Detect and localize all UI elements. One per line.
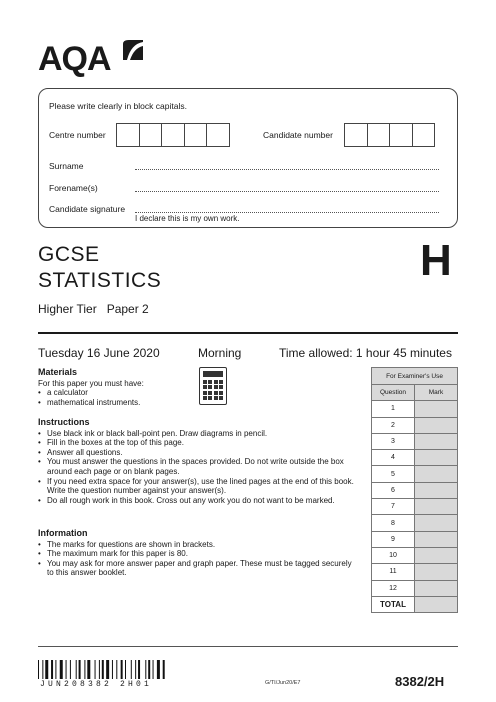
candidate-number-label: Candidate number	[263, 130, 333, 140]
exam-date: Tuesday 16 June 2020	[38, 346, 160, 360]
block-capitals-instruction: Please write clearly in block capitals.	[49, 101, 187, 111]
list-item: • If you need extra space for your answer(s), use the lined pages at the end of this book. Write the question number against your answer(s).	[38, 477, 358, 496]
logo-leaf-icon	[121, 38, 145, 62]
mark-column-header: Mark	[415, 385, 458, 401]
subject-title: STATISTICS	[38, 269, 162, 292]
tier-letter: H	[420, 236, 452, 285]
centre-number-field[interactable]	[117, 123, 230, 147]
question-number: 8	[372, 515, 415, 531]
question-number: 5	[372, 466, 415, 482]
calculator-icon	[199, 367, 227, 405]
paper-code: 8382/2H	[395, 674, 445, 689]
aqa-logo	[38, 38, 148, 78]
question-number: 2	[372, 417, 415, 433]
total-label: TOTAL	[372, 596, 415, 612]
instructions-section	[38, 418, 358, 505]
forenames-field[interactable]	[135, 191, 439, 192]
footer-divider	[38, 646, 458, 647]
mark-cell[interactable]	[415, 433, 458, 449]
question-number: 6	[372, 482, 415, 498]
question-number: 11	[372, 564, 415, 580]
list-item: • mathematical instruments.	[38, 398, 358, 408]
mark-cell[interactable]	[415, 547, 458, 563]
list-item: • Answer all questions.	[38, 448, 358, 458]
question-number: 7	[372, 499, 415, 515]
centre-number-label: Centre number	[49, 130, 106, 140]
candidate-details-box	[38, 88, 458, 228]
mark-cell[interactable]	[415, 401, 458, 417]
title-divider	[38, 332, 458, 334]
examiner-table-title: For Examiner's Use	[372, 368, 458, 385]
mark-cell[interactable]	[415, 466, 458, 482]
mark-cell[interactable]	[415, 580, 458, 596]
logo-text: AQA	[38, 40, 111, 78]
candidate-number-field[interactable]	[345, 123, 435, 147]
time-allowed: Time allowed: 1 hour 45 minutes	[279, 346, 452, 360]
question-number: 9	[372, 531, 415, 547]
document-reference: G/TI/Jun20/E7	[265, 680, 301, 686]
list-item: • Fill in the boxes at the top of this page.	[38, 438, 358, 448]
forenames-label: Forename(s)	[49, 183, 98, 193]
question-number: 1	[372, 401, 415, 417]
declaration-text: I declare this is my own work.	[135, 214, 240, 223]
mark-cell[interactable]	[415, 515, 458, 531]
mark-cell[interactable]	[415, 482, 458, 498]
signature-label: Candidate signature	[49, 204, 126, 214]
signature-field[interactable]	[135, 212, 439, 213]
tier-paper-label: Higher Tier Paper 2	[38, 302, 149, 316]
instructions-heading: Instructions	[38, 417, 90, 427]
list-item: • You must answer the questions in the spaces provided. Do not write outside the box around each page or on blank pages.	[38, 457, 358, 476]
mark-cell[interactable]	[415, 564, 458, 580]
mark-cell[interactable]	[415, 531, 458, 547]
qualification-title: GCSE	[38, 243, 100, 266]
question-number: 12	[372, 580, 415, 596]
total-mark-cell[interactable]	[415, 596, 458, 612]
exam-session: Morning	[198, 346, 242, 360]
list-item: • Do all rough work in this book. Cross out any work you do not want to be marked.	[38, 496, 358, 506]
list-item: • You may ask for more answer paper and graph paper. These must be tagged securely to this answer booklet.	[38, 559, 358, 578]
list-item: • Use black ink or black ball-point pen. Draw diagrams in pencil.	[38, 429, 358, 439]
information-heading: Information	[38, 528, 88, 538]
mark-cell[interactable]	[415, 499, 458, 515]
list-item: • The marks for questions are shown in brackets.	[38, 540, 358, 550]
barcode	[38, 660, 198, 679]
list-item: • The maximum mark for this paper is 80.	[38, 549, 358, 559]
question-number: 10	[372, 547, 415, 563]
surname-label: Surname	[49, 161, 84, 171]
list-item: • a calculator	[38, 388, 358, 398]
examiner-use-table	[371, 367, 458, 613]
question-number: 4	[372, 450, 415, 466]
mark-cell[interactable]	[415, 450, 458, 466]
question-number: 3	[372, 433, 415, 449]
question-column-header: Question	[372, 385, 415, 401]
surname-field[interactable]	[135, 169, 439, 170]
barcode-text: JUN208382 2H01	[40, 680, 153, 689]
mark-cell[interactable]	[415, 417, 458, 433]
materials-intro: For this paper you must have:	[38, 378, 144, 388]
materials-heading: Materials	[38, 367, 78, 377]
information-section	[38, 529, 358, 578]
materials-section	[38, 368, 358, 407]
